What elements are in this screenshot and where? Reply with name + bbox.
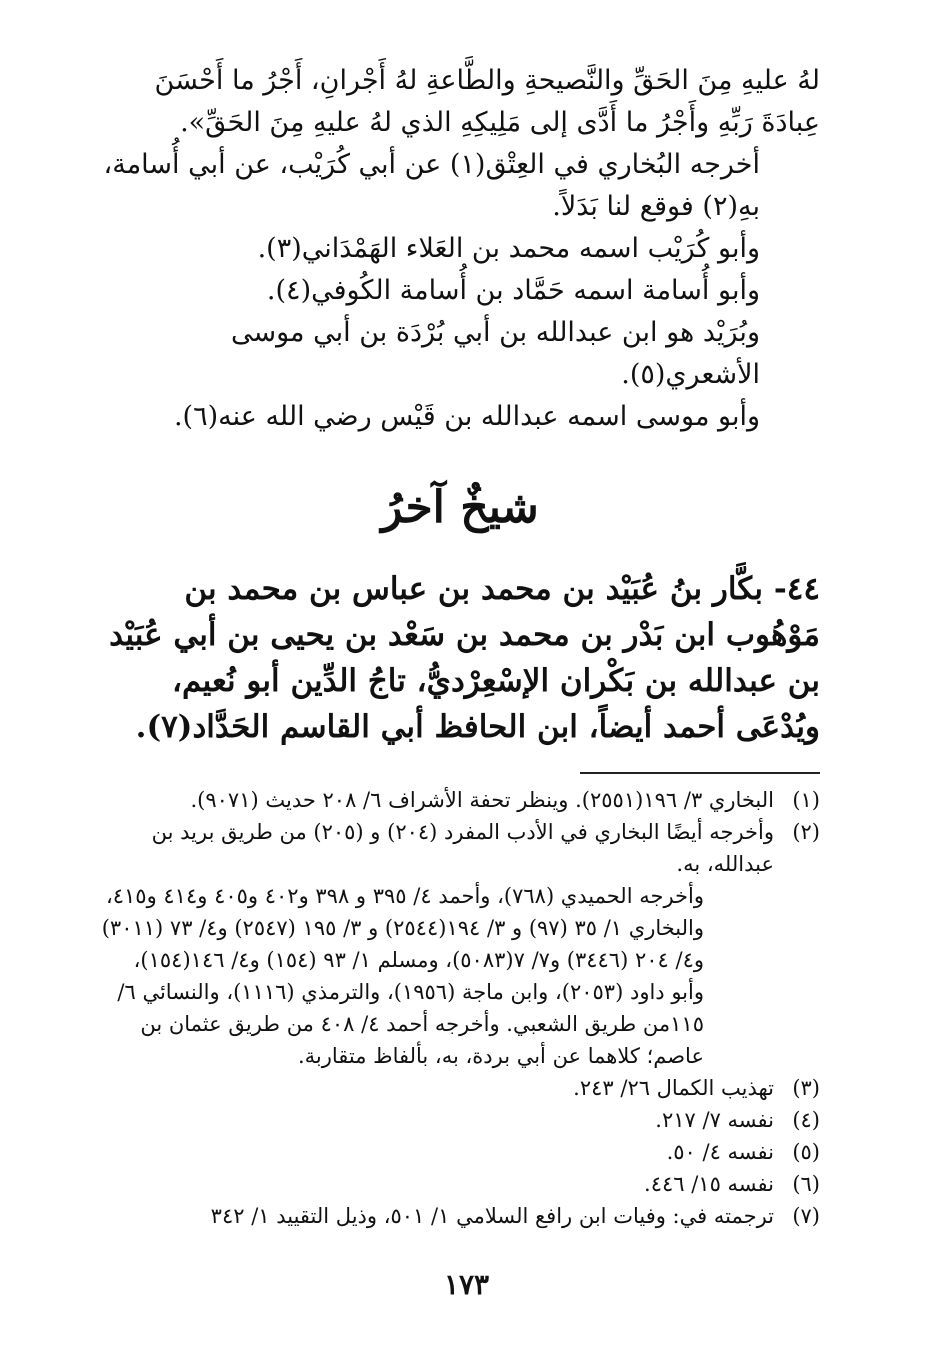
footnotes: [100, 784, 820, 1232]
narrator-note-1: وأبو كُرَيْب اسمه محمد بن العَلاء الهَمْدَاني(٣).: [257, 233, 760, 264]
page-number: ١٧٣: [443, 1268, 490, 1301]
footnote-text: نفسه ٤/ ٥٠.: [666, 1140, 774, 1164]
footnote-divider: [580, 772, 820, 774]
footnote-number: (١): [792, 788, 820, 812]
footnote: [100, 1104, 820, 1136]
footnote-text: ترجمته في: وفيات ابن رافع السلامي ١/ ٥٠١، وذيل التقييد ١/ ٣٤٢: [210, 1204, 774, 1228]
footnote: [100, 784, 820, 816]
footnote-number: (٣): [792, 1076, 820, 1100]
footnote-number: (٢): [792, 820, 820, 844]
narrator-note-2: وأبو أُسامة اسمه حَمَّاد بن أُسامة الكُوفي(٤).: [266, 275, 760, 306]
page-content: [100, 60, 820, 1232]
footnote-text: البخاري ٣/ ١٩٦(٢٥٥١). وينظر تحفة الأشراف ٦/ ٢٠٨ حديث (٩٠٧١).: [190, 788, 774, 812]
footnote-text: نفسه ٧/ ٢١٧.: [655, 1108, 774, 1132]
footnote-text: نفسه ١٥/ ٤٤٦.: [644, 1172, 774, 1196]
footnote-text: تهذيب الكمال ٢٦/ ٢٤٣.: [573, 1076, 774, 1100]
footnote-number: (٥): [792, 1140, 820, 1164]
biography-entry: ٤٤- بكَّار بنُ عُبَيْد بن محمد بن عباس بن محمد بن مَوْهُوب ابن بَدْر بن محمد بن سَعْد بن يحيى بن أبي عُبَيْد بن عبدالله بن بَكْران الإسْعِرْديُّ، تاجُ الدِّين أبو نُعيم، ويُدْعَى أحمد أيضاً، ابن الحافظ أبي القاسم الحَدَّاد(٧).: [109, 571, 820, 745]
footnote: [100, 1072, 820, 1104]
footnote-number: (٦): [792, 1172, 820, 1196]
body-text: [100, 60, 820, 438]
takhrij-line: أخرجه البُخاري في العِتْق(١) عن أبي كُرَيْب، عن أبي أُسامة، بهِ(٢) فوقع لنا بَدَلاً.: [103, 149, 760, 222]
narrator-note-3: وبُرَيْد هو ابن عبدالله بن أبي بُرْدَة بن أبي موسى الأشعري(٥).: [230, 317, 760, 390]
section-heading: شيخٌ آخرُ: [381, 482, 539, 533]
footnote: [100, 1168, 820, 1200]
hadith-text: لهُ عليهِ مِنَ الحَقِّ والنَّصيحةِ والطَّاعةِ لهُ أَجْرانِ، أَجْرُ ما أَحْسَنَ عِبادَةَ رَبِّهِ وأَجْرُ ما أَدَّى إلى مَلِيكِهِ الذي لهُ عليهِ مِنَ الحَقِّ».: [154, 65, 820, 138]
footnote-text: وأخرجه الحميدي (٧٦٨)، وأحمد ٤/ ٣٩٥ و ٣٩٨ و٤٠٢ و٤٠٥ و٤١٤ و٤١٥، والبخاري ١/ ٣٥ (٩٧) و ٣/ ١٩٤(٢٥٤٤) و ٣/ ١٩٥ (٢٥٤٧) و٤/ ٧٣ (٣٠١١) و٤/ ٢٠٤ (٣٤٤٦) و٧/ ٧(٥٠٨٣)، ومسلم ١/ ٩٣ (١٥٤) و٤/ ١٤٦(١٥٤)، وأبو داود (٢٠٥٣)، وابن ماجة (١٩٥٦)، والترمذي (١١١٦)، والنسائي ٦/ ١١٥من طريق الشعبي. وأخرجه أحمد ٤/ ٤٠٨ من طريق عثمان بن عاصم؛ كلاهما عن أبي بردة، به، بألفاظ متقاربة.: [101, 884, 704, 1068]
footnote-continuation: [100, 880, 820, 1072]
footnote-number: (٤): [792, 1108, 820, 1132]
footnote: [100, 816, 820, 880]
footnote: [100, 1200, 820, 1232]
narrator-note-4: وأبو موسى اسمه عبدالله بن قَيْس رضي الله عنه(٦).: [173, 401, 760, 432]
footnote: [100, 1136, 820, 1168]
footnote-number: (٧): [792, 1204, 820, 1228]
footnote-text: وأخرجه أيضًا البخاري في الأدب المفرد (٢٠٤) و (٢٠٥) من طريق بريد بن عبدالله، به.: [151, 820, 774, 876]
